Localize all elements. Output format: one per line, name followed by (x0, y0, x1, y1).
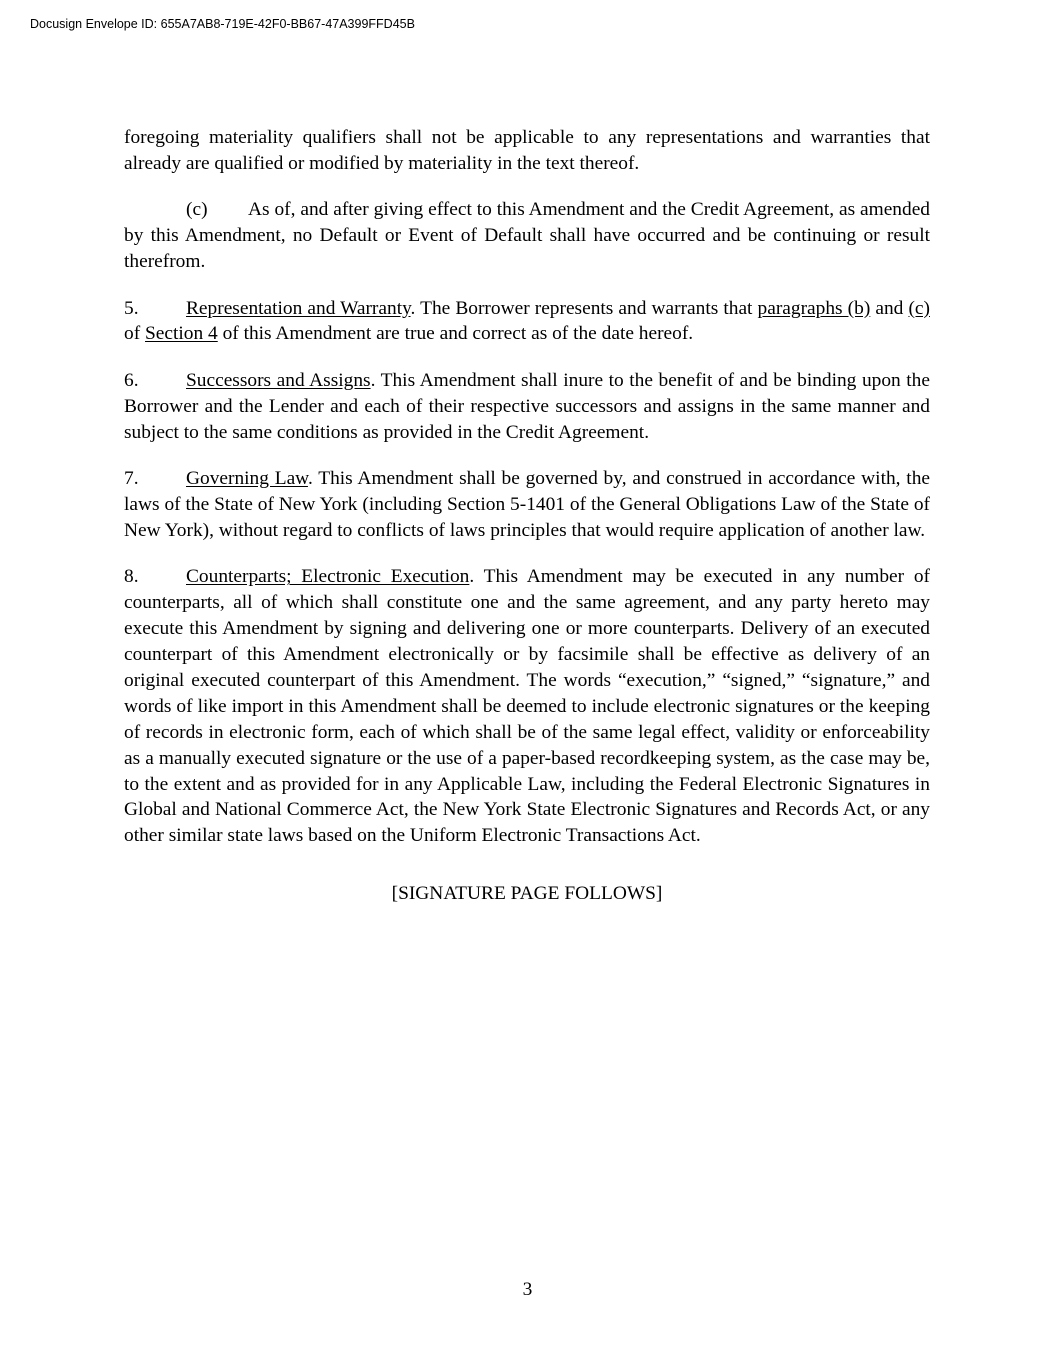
section-6 (124, 368, 930, 446)
paragraph-c (124, 197, 930, 275)
paragraph-c-text: As of, and after giving effect to this Amendment and the Credit Agreement, as amended by this Amendment, no Default or Event of Default shall have occurred and be continuing or result therefrom. (124, 199, 930, 273)
section-5-heading: Representation and Warranty (186, 297, 411, 319)
section-7-number: 7. (124, 468, 139, 490)
section-6-text: . This Amendment shall inure to the benefit of and be binding upon the Borrower and the Lender and each of their respective successors and assigns in the same manner and subject to the same conditions as provided in the Credit Agreement. (124, 369, 930, 443)
section-5-text-4: of this Amendment are true and correct as of the date hereof. (217, 323, 694, 345)
section-8-number: 8. (124, 566, 139, 588)
section-5-ref-c: (c) (908, 297, 930, 319)
docusign-envelope-id: Docusign Envelope ID: 655A7AB8-719E-42F0-BB67-47A399FFD45B (30, 17, 415, 31)
section-8-text: . This Amendment may be executed in any number of counterparts, all of which shall constitute one and the same agreement, and any party hereto may execute this Amendment by signing and delivering one or more counterparts. Delivery of an executed counterpart of this Amendment electronically or by facsimile shall be effective as delivery of an original executed counterpart of this Amendment. The words “execution,” “signed,” “signature,” and words of like import in this Amendment shall be deemed to include electronic signatures or the keeping of records in electronic form, each of which shall be of the same legal effect, validity or enforceability as a manually executed signature or the use of a paper-based recordkeeping system, as the case may be, to the extent and as provided for in any Applicable Law, including the Federal Electronic Signatures in Global and National Commerce Act, the New York State Electronic Signatures and Records Act, or any other similar state laws based on the Uniform Electronic Transactions Act. (124, 566, 930, 847)
section-5-ref-section-4: Section 4 (145, 323, 218, 345)
section-7-text: . This Amendment shall be governed by, and construed in accordance with, the laws of the State of New York (including Section 5-1401 of the General Obligations Law of the State of New York), without regard to conflicts of laws principles that would require application of another law. (124, 468, 930, 541)
section-5 (124, 296, 930, 348)
paragraph-c-label: (c) (186, 199, 208, 221)
section-6-number: 6. (124, 369, 139, 391)
section-7-heading: Governing Law (186, 468, 308, 490)
section-5-ref-paragraph-b: paragraphs (b) (757, 297, 871, 319)
paragraph-continuation: foregoing materiality qualifiers shall not be applicable to any representations and warranties that already are qualified or modified by materiality in the text thereof. (124, 127, 930, 174)
section-5-number: 5. (124, 297, 139, 319)
section-7 (124, 466, 930, 544)
section-5-text-1: . The Borrower represents and warrants that (410, 297, 758, 319)
section-8 (124, 564, 930, 849)
section-5-text-3: of (124, 323, 146, 345)
page-number: 3 (522, 1279, 533, 1300)
document-body (124, 125, 930, 907)
section-6-heading: Successors and Assigns (186, 369, 371, 391)
section-8-heading: Counterparts; Electronic Execution (186, 566, 470, 588)
signature-page-follows: [SIGNATURE PAGE FOLLOWS] (391, 883, 663, 905)
section-5-text-2: and (870, 297, 909, 319)
